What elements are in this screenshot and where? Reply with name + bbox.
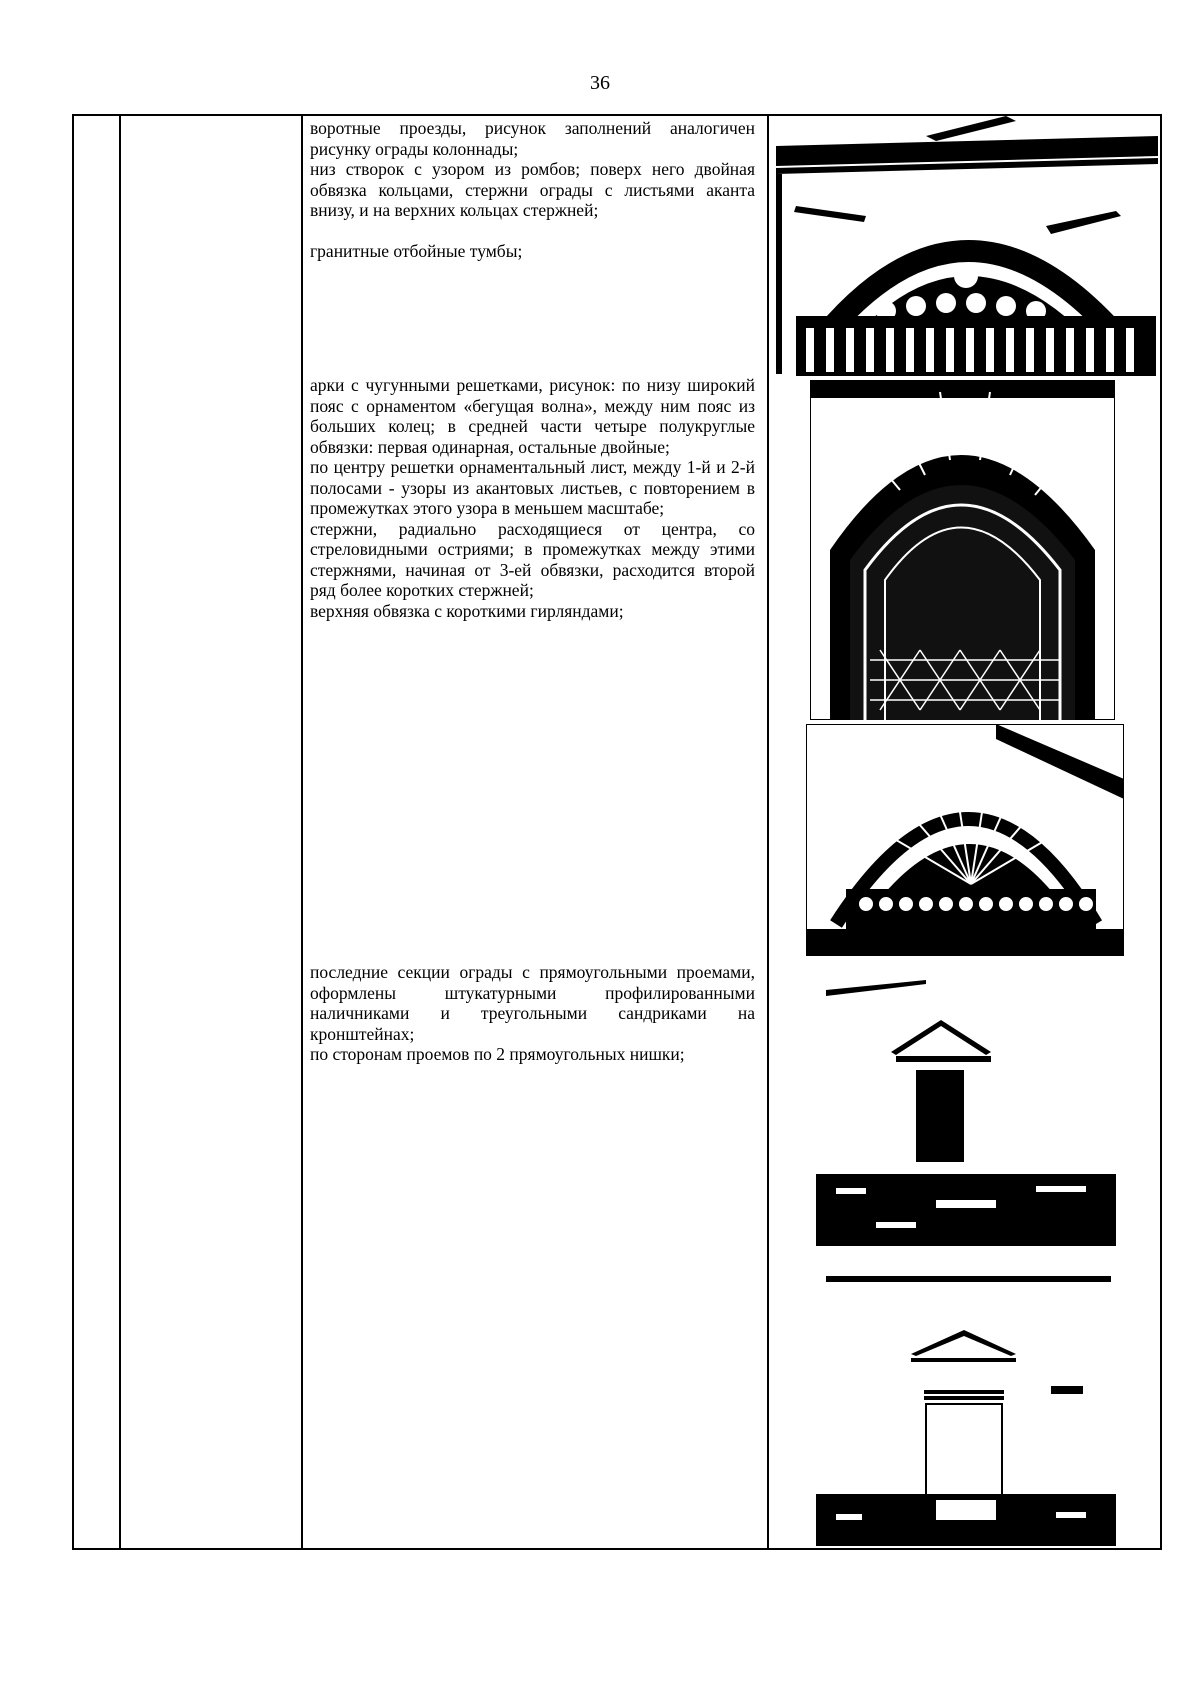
description-paragraph: гранитные отбойные тумбы; <box>310 240 523 261</box>
column-divider <box>119 116 121 1548</box>
description-paragraph <box>310 221 755 241</box>
description-block-gates <box>310 118 755 261</box>
description-paragraph: по сторонам проемов по 2 прямоугольных нишки; <box>310 1044 685 1064</box>
door-photo-icon <box>816 1274 1116 1546</box>
description-paragraph: низ створок с узором из ромбов; поверх него двойная обвязка кольцами, стержни ограды с листьями аканта внизу, и на верхних кольцах стержней; <box>310 159 755 220</box>
description-paragraph: верхняя обвязка с короткими гирляндами; <box>310 600 624 621</box>
description-paragraph: стержни, радиально расходящиеся от центра, со стреловидными остриями; в промежутках между этими стержнями, начиная от 3-ей обвязки, расходится второй ряд более коротких стержней; <box>310 518 755 600</box>
window-photo-icon <box>816 960 1116 1246</box>
arch-photo-icon <box>810 380 1115 720</box>
column-divider <box>767 116 769 1548</box>
arch-gate-photo-icon <box>776 116 1158 376</box>
page-number: 36 <box>590 72 610 94</box>
description-paragraph: арки с чугунными решетками, рисунок: по низу широкий пояс с орнаментом «бегущая волна», между ним пояс из больших колец; в средней части четыре полукруглые обвязки: первая одинарная, остальные двойные; <box>310 375 755 457</box>
column-divider <box>301 116 303 1548</box>
description-paragraph: воротные проезды, рисунок заполнений аналогичен рисунку ограды колоннады; <box>310 118 755 159</box>
description-paragraph: по центру решетки орнаментальный лист, между 1-й и 2-й полосами - узоры из акантовых листьев, с повторением в промежутках этого узора в меньшем масштабе; <box>310 457 755 518</box>
description-paragraph: последние секции ограды с прямоугольными проемами, оформлены штукатурными профилированными наличниками и треугольными сандриками на кронштейнах; <box>310 962 755 1044</box>
description-block-openings <box>310 962 755 1065</box>
description-block-arches <box>310 375 755 621</box>
arch-radial-photo-icon <box>806 724 1124 956</box>
